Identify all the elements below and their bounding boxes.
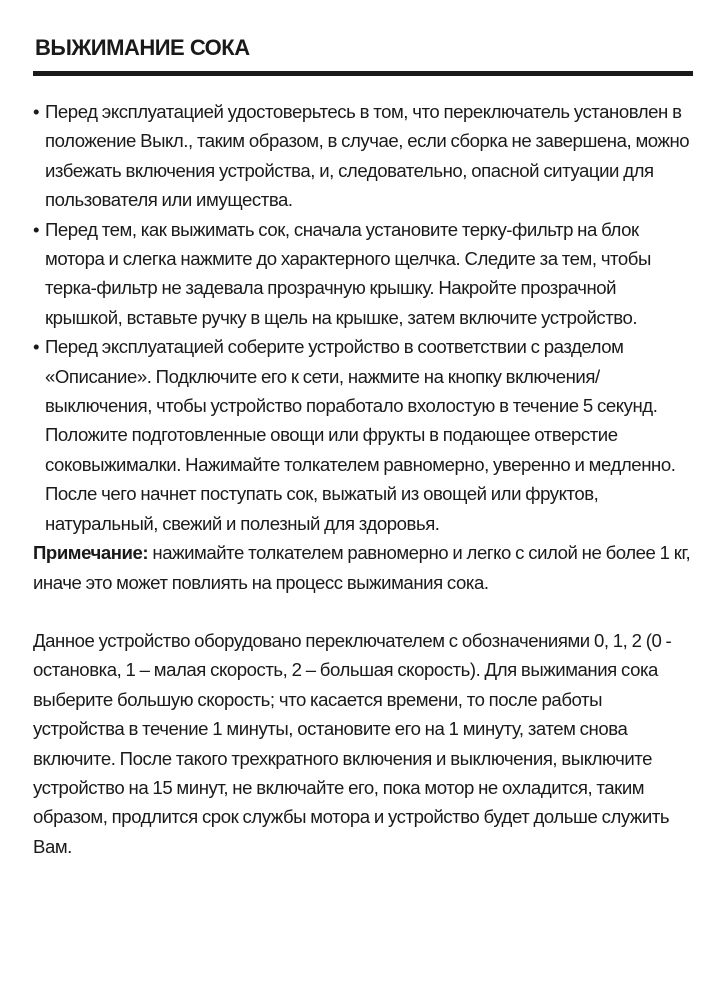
- page: [33, 30, 693, 861]
- bullet-item: [33, 332, 693, 538]
- bullet-text: Перед тем, как выжимать сок, сначала установите терку-фильтр на блок мотора и слегка нажмите до характерного щелчка. Следите за тем, чтобы терка-фильтр не задевала прозрачную крышку. Накройте прозрачной крышкой, вставьте ручку в щель на крышке, затем включите устройство.: [45, 218, 651, 328]
- bullet-marker: •: [33, 101, 40, 122]
- note-paragraph: [33, 538, 693, 597]
- bullet-text: Перед эксплуатацией соберите устройство в соответствии с разделом «Описание». Подключите его к сети, нажмите на кнопку включения/выключения, чтобы устройство поработало вхолостую в течение 5 секунд. Положите подготовленные овощи или фрукты в подающее отверстие соковыжималки. Нажимайте толкателем равномерно, уверенно и медленно. После чего начнет поступать сок, выжатый из овощей или фруктов, натуральный, свежий и полезный для здоровья.: [45, 336, 676, 534]
- bullet-marker: •: [33, 336, 40, 358]
- note-text: нажимайте толкателем равномерно и легко с силой не более 1 кг, иначе это может повлиять на процесс выжимания сока.: [33, 542, 691, 593]
- title-underline: [33, 71, 693, 76]
- bullet-item: [33, 97, 693, 215]
- section-content: [33, 97, 693, 861]
- bullet-item: [33, 215, 693, 333]
- paragraph-spacer: [33, 597, 693, 626]
- body-paragraph: Данное устройство оборудовано переключателем с обозначениями 0, 1, 2 (0 - остановка, 1 – малая скорость, 2 – большая скорость). Для выжимания сока выберите большую скорость; что касается времени, то после работы устройства в течение 1 минуты, остановите его на 1 минуту, затем снова включите. После такого трехкратного включения и выключения, выключите устройство на 15 минут, не включайте его, пока мотор не охладится, таким образом, продлится срок службы мотора и устройство будет дольше служить Вам.: [33, 629, 672, 857]
- section-title: ВЫЖИМАНИЕ СОКА: [35, 35, 250, 60]
- note-label: Примечание:: [33, 542, 149, 564]
- bullet-text: Перед эксплуатацией удостоверьтесь в том, что переключатель установлен в положение Выкл., таким образом, в случае, если сборка не завершена, можно избежать включения устройства, и, следовательно, опасной ситуации для пользователя или имущества.: [45, 101, 690, 211]
- bullet-marker: •: [33, 218, 40, 240]
